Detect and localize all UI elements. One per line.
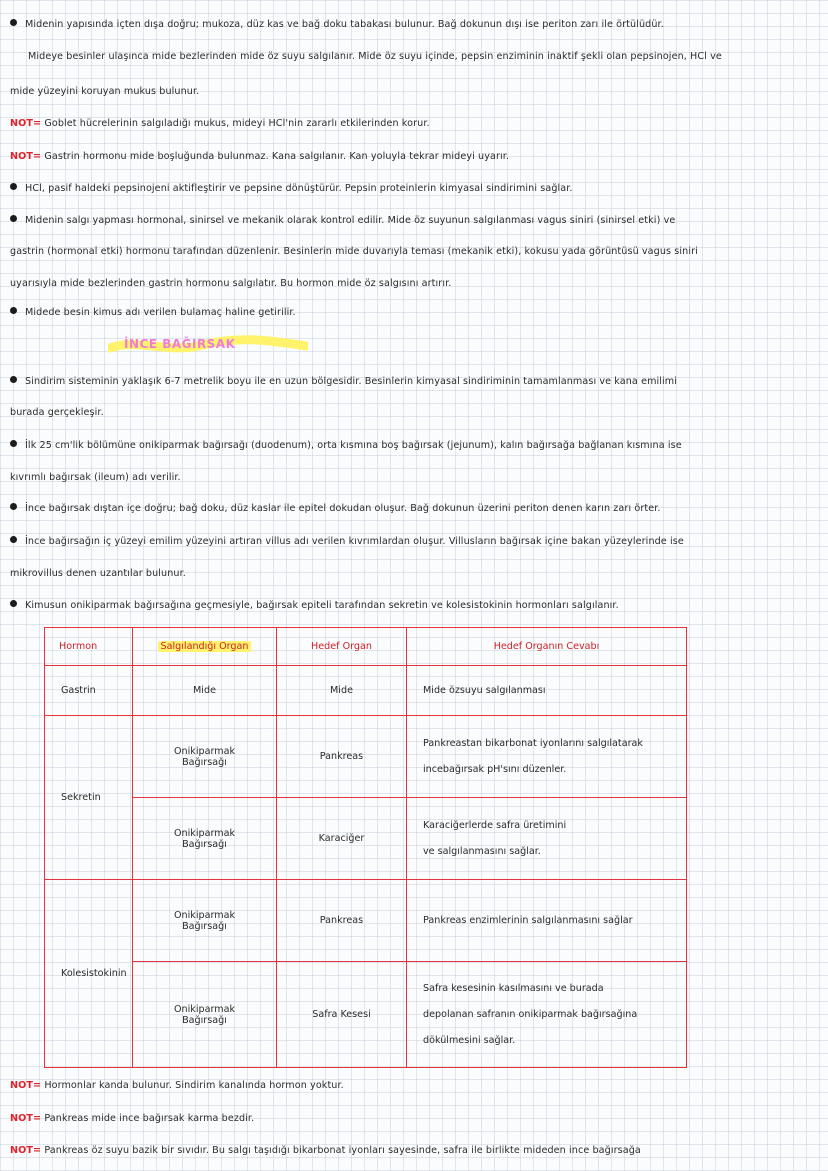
cell-target: Karaciğer [277, 798, 407, 880]
cell-target: Pankreas [277, 880, 407, 962]
cell-hormone: Gastrin [45, 666, 133, 716]
ince-line-3: İlk 25 cm'lik bölümüne onikiparmak bağırsağı (duodenum), orta kısmına boş bağırsak (jejunum), kalın bağırsağa bağlanan kısmına ise [10, 439, 816, 453]
cell-response: Safra kesesinin kasılmasını ve burada depolanan safranın onikiparmak bağırsağına dökülmesini sağlar. [407, 962, 687, 1068]
cell-response: Karaciğerlerde safra üretimini ve salgılanmasını sağlar. [407, 798, 687, 880]
note-hormonlar: NOT= Hormonlar kanda bulunur. Sindirim kanalında hormon yoktur. [10, 1080, 344, 1091]
cell-hormone: Kolesistokinin [45, 880, 133, 1068]
section-title: İNCE BAĞIRSAK [124, 337, 236, 351]
table-row [45, 666, 687, 716]
bullet-icon [10, 307, 17, 314]
cell-response: Pankreas enzimlerinin salgılanmasını sağlar [407, 880, 687, 962]
header-response: Hedef Organın Cevabı [407, 628, 687, 666]
cell-organ: Mide [133, 666, 277, 716]
table-header-row [45, 628, 687, 666]
note-tag: NOT= [10, 1145, 42, 1156]
section-heading [108, 330, 308, 360]
table-row [45, 880, 687, 962]
bullet-icon [10, 215, 17, 222]
ince-line-6: İnce bağırsağın iç yüzeyi emilim yüzeyini artıran villus adı verilen kıvrımlardan oluşur. Villusların bağırsak içine bakan yüzeylerinde ise [10, 535, 816, 549]
bullet-icon [10, 600, 17, 607]
ince-line-2: burada gerçekleşir. [10, 407, 104, 418]
cell-target: Safra Kesesi [277, 962, 407, 1068]
cell-organ: Onikiparmak Bağırsağı [133, 716, 277, 798]
note-gastrin: NOT= Gastrin hormonu mide boşluğunda bulunmaz. Kana salgılanır. Kan yoluyla tekrar mideyi uyarır. [10, 151, 510, 162]
bullet-salgi: Midenin salgı yapması hormonal, sinirsel ve mekanik olarak kontrol edilir. Mide öz suyunun salgılanması vagus siniri (sinirsel etki) ve [10, 214, 816, 228]
intro-line-2: Mideye besinler ulaşınca mide bezlerinden mide öz suyu salgılanır. Mide öz suyu içinde, pepsin enziminin inaktif şekli olan pepsinojen, HCl ve [28, 51, 722, 62]
note-tag: NOT= [10, 1113, 42, 1124]
bullet-kimus: Midede besin kimus adı verilen bulamaç haline getirilir. [10, 306, 816, 320]
note-pankreas-bazik: NOT= Pankreas öz suyu bazik bir sıvıdır. Bu salgı taşıdığı bikarbonat iyonları sayesinde, safra ile birlikte mideden ince bağırsağa [10, 1145, 641, 1156]
intro-line-3: mide yüzeyini koruyan mukus bulunur. [10, 86, 200, 97]
bullet-icon [10, 440, 17, 447]
cell-organ: Onikiparmak Bağırsağı [133, 880, 277, 962]
table-row [45, 798, 687, 880]
note-pankreas-karma: NOT= Pankreas mide ince bağırsak karma bezdir. [10, 1113, 255, 1124]
cell-target: Mide [277, 666, 407, 716]
note-tag: NOT= [10, 118, 42, 129]
note-goblet: NOT= Goblet hücrelerinin salgıladığı mukus, mideyi HCl'nin zararlı etkilerinden korur. [10, 118, 430, 129]
table-row [45, 716, 687, 798]
bullet-icon [10, 503, 17, 510]
bullet-icon [10, 183, 17, 190]
header-organ: Salgılandığı Organ [133, 628, 277, 666]
cell-organ: Onikiparmak Bağırsağı [133, 962, 277, 1068]
cell-hormone: Sekretin [45, 716, 133, 880]
bullet-salgi-cont-2: uyarısıyla mide bezlerinden gastrin hormonu salgılatır. Bu hormon mide öz salgısını artırır. [10, 278, 452, 289]
header-hormone: Hormon [45, 628, 133, 666]
bullet-icon [10, 376, 17, 383]
table-row [45, 962, 687, 1068]
bullet-salgi-cont-1: gastrin (hormonal etki) hormonu tarafından düzenlenir. Besinlerin mide duvarıyla teması (mekanik etki), kokusu yada görüntüsü vagus siniri [10, 246, 698, 257]
ince-line-4: kıvrımlı bağırsak (ileum) adı verilir. [10, 472, 181, 483]
intro-line-1: Midenin yapısında içten dışa doğru; mukoza, düz kas ve bağ doku tabakası bulunur. Bağ dokunun dışı ise periton zarı ile örtülüdür. [10, 18, 816, 32]
hormone-table [44, 627, 687, 1068]
ince-line-1: Sindirim sisteminin yaklaşık 6-7 metrelik boyu ile en uzun bölgesidir. Besinlerin kimyasal sindiriminin tamamlanması ve kana emilimi [10, 375, 816, 389]
ince-line-8: Kimusun onikiparmak bağırsağına geçmesiyle, bağırsak epiteli tarafından sekretin ve kolesistokinin hormonları salgılanır. [10, 599, 816, 613]
cell-response: Mide özsuyu salgılanması [407, 666, 687, 716]
cell-response: Pankreastan bikarbonat iyonlarını salgılatarak incebağırsak pH'sını düzenler. [407, 716, 687, 798]
cell-target: Pankreas [277, 716, 407, 798]
ince-line-5: İnce bağırsak dıştan içe doğru; bağ doku, düz kaslar ile epitel dokudan oluşur. Bağ dokunun üzerini periton denen karın zarı örter. [10, 502, 816, 516]
bullet-icon [10, 536, 17, 543]
cell-organ: Onikiparmak Bağırsağı [133, 798, 277, 880]
bullet-icon [10, 19, 17, 26]
bullet-hcl: HCl, pasif haldeki pepsinojeni aktifleştirir ve pepsine dönüştürür. Pepsin proteinlerin kimyasal sindirimini sağlar. [10, 182, 816, 196]
note-tag: NOT= [10, 151, 42, 162]
note-tag: NOT= [10, 1080, 42, 1091]
ince-line-7: mikrovillus denen uzantılar bulunur. [10, 568, 186, 579]
header-target: Hedef Organ [277, 628, 407, 666]
